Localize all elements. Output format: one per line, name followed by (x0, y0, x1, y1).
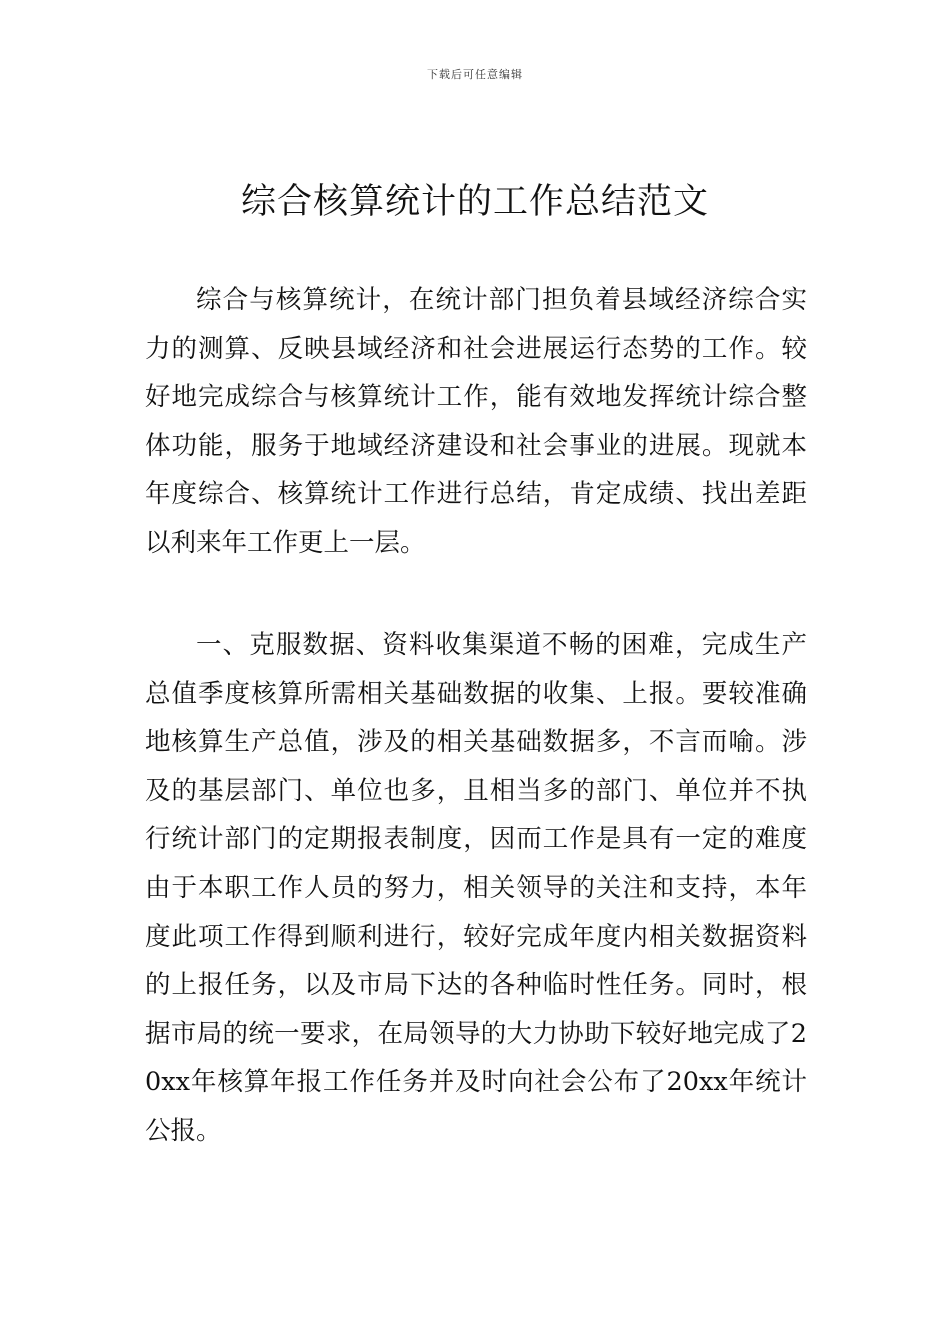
paragraph-section-one: 一、克服数据、资料收集渠道不畅的困难，完成生产总值季度核算所需相关基础数据的收集、上报。要较准确地核算生产总值，涉及的相关基础数据多，不言而喻。涉及的基层部门、单位也多，且相当多的部门、单位并不执行统计部门的定期报表制度，因而工作是具有一定的难度由于本职工作人员的努力，相关领导的关注和支持，本年度此项工作得到顺利进行，较好完成年度内相关数据资料的上报任务，以及市局下达的各种临时性任务。同时，根据市局的统一要求，在局领导的大力协助下较好地完成了20xx年核算年报工作任务并及时向社会公布了20xx年统计公报。 (145, 630, 807, 1146)
document-title: 综合核算统计的工作总结范文 (240, 182, 709, 222)
paragraph-intro: 综合与核算统计，在统计部门担负着县域经济综合实力的测算、反映县域经济和社会进展运行态势的工作。较好地完成综合与核算统计工作，能有效地发挥统计综合整体功能，服务于地域经济建设和社会事业的进展。现就本年度综合、核算统计工作进行总结，肯定成绩、找出差距以利来年工作更上一层。 (145, 285, 807, 558)
header-note: 下载后可任意编辑 (427, 68, 523, 81)
